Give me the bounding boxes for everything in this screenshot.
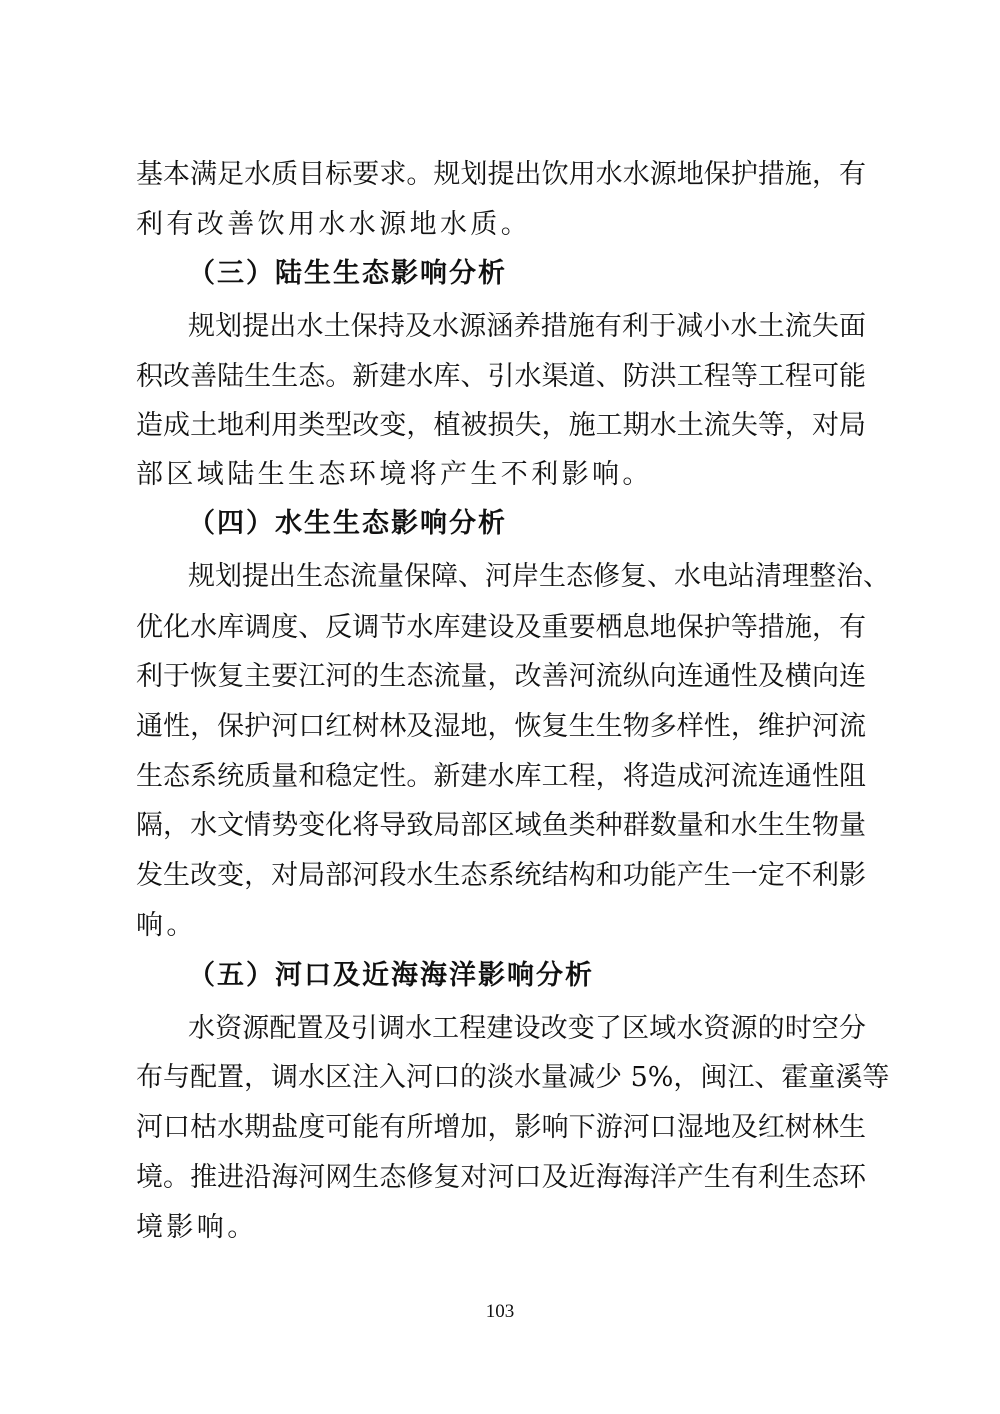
paragraph-line: 境影响。 bbox=[136, 1212, 258, 1243]
paragraph-line: 响。 bbox=[136, 910, 197, 941]
paragraph-line: 规划提出水土保持及水源涵养措施有利于减小水土流失面 bbox=[188, 311, 866, 342]
paragraph-line: 积改善陆生生态。新建水库、引水渠道、防洪工程等工程可能 bbox=[136, 361, 866, 392]
section-heading: （三）陆生生态影响分析 bbox=[188, 258, 507, 289]
paragraph-line: 水资源配置及引调水工程建设改变了区域水资源的时空分 bbox=[188, 1013, 866, 1044]
section-heading: （五）河口及近海海洋影响分析 bbox=[188, 960, 594, 991]
paragraph-line: 发生改变，对局部河段水生态系统结构和功能产生一定不利影 bbox=[136, 860, 866, 891]
paragraph-line: 基本满足水质目标要求。规划提出饮用水水源地保护措施，有 bbox=[136, 159, 866, 190]
section-heading: （四）水生生态影响分析 bbox=[188, 508, 507, 539]
paragraph-line: 布与配置，调水区注入河口的淡水量减少 5%，闽江、霍童溪等 bbox=[136, 1062, 890, 1093]
paragraph-line: 部区域陆生生态环境将产生不利影响。 bbox=[136, 459, 653, 490]
paragraph-line: 通性，保护河口红树林及湿地，恢复生生物多样性，维护河流 bbox=[136, 711, 866, 742]
paragraph-line: 境。推进沿海河网生态修复对河口及近海海洋产生有利生态环 bbox=[136, 1162, 866, 1193]
paragraph-line: 生态系统质量和稳定性。新建水库工程，将造成河流连通性阻 bbox=[136, 761, 866, 792]
paragraph-line: 造成土地利用类型改变，植被损失，施工期水土流失等，对局 bbox=[136, 410, 866, 441]
paragraph-line: 利于恢复主要江河的生态流量，改善河流纵向连通性及横向连 bbox=[136, 661, 866, 692]
paragraph-line: 河口枯水期盐度可能有所增加，影响下游河口湿地及红树林生 bbox=[136, 1112, 866, 1143]
page-number: 103 bbox=[485, 1301, 515, 1322]
paragraph-line: 利有改善饮用水水源地水质。 bbox=[136, 209, 532, 240]
paragraph-line: 隔，水文情势变化将导致局部区域鱼类种群数量和水生生物量 bbox=[136, 810, 866, 841]
paragraph-line: 规划提出生态流量保障、河岸生态修复、水电站清理整治、 bbox=[188, 561, 890, 592]
paragraph-line: 优化水库调度、反调节水库建设及重要栖息地保护等措施，有 bbox=[136, 612, 866, 643]
